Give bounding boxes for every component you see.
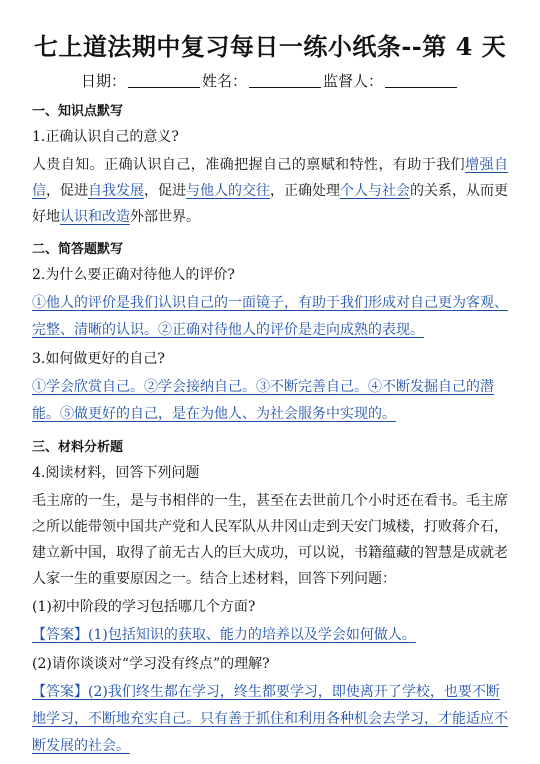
answer-2 xyxy=(32,290,508,344)
answer-1-paragraph xyxy=(32,152,508,230)
name-blank xyxy=(249,73,321,88)
answer-2-text: ①他人的评价是我们认识自己的一面镜子，有助于我们形成对自己更为客观、完整、清晰的认识。②正确对待他人的评价是走向成熟的表现。 xyxy=(32,295,508,338)
answer-tag: 【答案】 xyxy=(32,627,88,643)
answer-blank-1: 增强自信 xyxy=(32,157,508,199)
name-label: 姓名： xyxy=(201,72,247,90)
answer-blank-2: 自我发展 xyxy=(88,183,144,199)
answer-blank-3: 与他人的交往 xyxy=(186,183,270,199)
sub-question-1: (1)初中阶段的学习包括哪几个方面? xyxy=(32,599,256,615)
text-span: 外部世界。 xyxy=(130,209,200,225)
supervisor-blank xyxy=(385,73,457,88)
text-span: 人贵自知。正确认识自己，准确把握自己的禀赋和特性，有助于我们 xyxy=(32,157,466,173)
text-span: ，促进 xyxy=(144,183,186,199)
text-span: ，正确处理 xyxy=(270,183,340,199)
question-3: 3.如何做更好的自己? xyxy=(32,351,165,367)
supervisor-label: 监督人： xyxy=(323,72,384,90)
answer-3 xyxy=(32,374,508,428)
question-1: 1.正确认识自己的意义? xyxy=(32,129,179,145)
date-label: 日期： xyxy=(80,72,126,90)
text-span: 的关系，从而更好地 xyxy=(32,183,508,225)
sub-answer-2 xyxy=(32,679,508,760)
question-2: 2.为什么要正确对待他人的评价? xyxy=(32,267,235,283)
question-4: 4.阅读材料，回答下列问题 xyxy=(32,465,200,481)
date-blank xyxy=(128,73,200,88)
section-heading-knowledge: 一、知识点默写 xyxy=(32,104,124,119)
sub-answer-1-text: (1)包括知识的获取、能力的培养以及学会如何做人。 xyxy=(88,627,416,643)
answer-tag: 【答案】 xyxy=(32,684,88,700)
answer-3-text: ①学会欣赏自己。②学会接纳自己。③不断完善自己。④不断发掘自己的潜能。⑤做更好的自己，是在为他人、为社会服务中实现的。 xyxy=(32,379,494,422)
info-line xyxy=(32,70,508,92)
sub-answer-2-text: (2)我们终生都在学习，终生都要学习，即使离开了学校，也要不断地学习，不断地充实自己。只有善于抓住和利用各种机会去学习，才能适应不断发展的社会。 xyxy=(32,684,508,754)
text-span: ，促进 xyxy=(46,183,88,199)
section-heading-short-answer: 二、简答题默写 xyxy=(32,242,124,257)
material-paragraph: 毛主席的一生，是与书相伴的一生，甚至在去世前几个小时还在看书。毛主席之所以能带领中国共产党和人民军队从井冈山走到天安门城楼，打败蒋介石，建立新中国，取得了前无古人的巨大成功，可以说，书籍蕴藏的智慧是成就老人家一生的重要原因之一。结合上述材料，回答下列问题： xyxy=(32,493,508,587)
sub-question-2: (2)请你谈谈对“学习没有终点”的理解? xyxy=(32,656,270,672)
section-heading-material: 三、材料分析题 xyxy=(32,440,124,455)
sub-answer-1 xyxy=(32,622,508,649)
answer-blank-5: 认识和改造 xyxy=(60,209,130,225)
answer-blank-4: 个人与社会 xyxy=(340,183,410,199)
page-title: 七上道法期中复习每日一练小纸条--第 4 天 xyxy=(33,32,507,61)
